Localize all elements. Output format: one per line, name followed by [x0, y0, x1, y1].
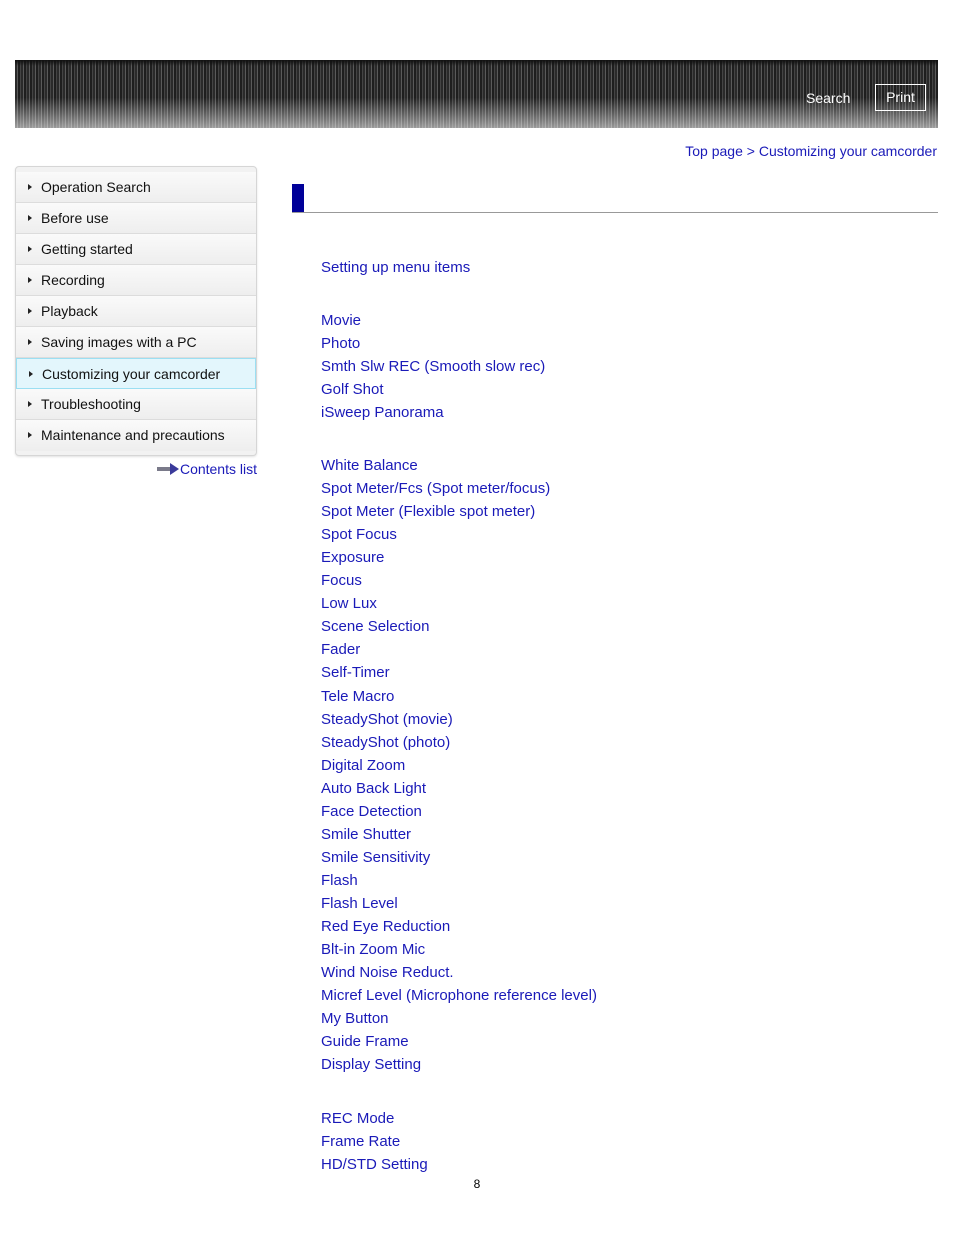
content-link[interactable]: Frame Rate [321, 1133, 401, 1151]
content-link[interactable]: Digital Zoom [321, 756, 406, 774]
breadcrumb-current[interactable]: Customizing your camcorder [758, 143, 937, 159]
content-link[interactable]: Flash Level [321, 894, 398, 912]
content-link[interactable]: Low Lux [321, 595, 377, 613]
content-link[interactable]: Photo [321, 335, 361, 353]
breadcrumb-top-page[interactable]: Top page [685, 143, 743, 159]
triangle-right-icon [28, 308, 32, 314]
content-link[interactable]: Fader [321, 641, 361, 659]
triangle-right-icon [28, 277, 32, 283]
sidebar-item[interactable] [16, 296, 256, 327]
arrow-right-icon [157, 463, 179, 475]
content-link[interactable]: Guide Frame [321, 1033, 409, 1051]
sidebar-item-label: Operation Search [41, 179, 151, 195]
section-title-rule [292, 212, 938, 213]
sidebar-item[interactable] [16, 420, 256, 451]
sidebar-item-label: Playback [41, 303, 98, 319]
triangle-right-icon [28, 215, 32, 221]
search-button[interactable]: Search [806, 90, 851, 106]
sidebar-item[interactable] [16, 203, 256, 234]
sidebar-item-label: Recording [41, 272, 105, 288]
print-button[interactable]: Print [875, 84, 926, 111]
triangle-right-icon [29, 371, 33, 377]
content-link[interactable]: Micref Level (Microphone reference level) [321, 987, 597, 1005]
triangle-right-icon [28, 432, 32, 438]
triangle-right-icon [28, 401, 32, 407]
content-link[interactable]: Exposure [321, 549, 385, 567]
content-link[interactable]: Setting up menu items [321, 259, 471, 276]
content-link[interactable]: White Balance [321, 457, 418, 474]
content-link[interactable]: Smile Sensitivity [321, 848, 431, 866]
content-link[interactable]: Flash [321, 871, 358, 889]
contents-list-link[interactable] [157, 461, 257, 477]
content-link[interactable]: Wind Noise Reduct. [321, 964, 454, 982]
content-link[interactable]: Blt-in Zoom Mic [321, 941, 426, 959]
sidebar-nav [15, 166, 257, 456]
content-link[interactable]: Spot Focus [321, 526, 397, 544]
content-link[interactable]: Red Eye Reduction [321, 918, 451, 935]
triangle-right-icon [28, 246, 32, 252]
sidebar-item[interactable] [16, 389, 256, 420]
content-link[interactable]: SteadyShot (movie) [321, 710, 453, 728]
page-number: 8 [473, 1177, 481, 1191]
content-link[interactable]: My Button [321, 1010, 389, 1028]
breadcrumb-separator: > [742, 143, 759, 159]
breadcrumb [685, 143, 937, 159]
content-link[interactable]: Focus [321, 572, 362, 590]
content-link[interactable]: Display Setting [321, 1056, 422, 1074]
contents-list-label: Contents list [179, 461, 257, 477]
header-bar [15, 60, 938, 128]
triangle-right-icon [28, 339, 32, 345]
content-link[interactable]: Spot Meter/Fcs (Spot meter/focus) [321, 480, 551, 498]
section-title-mark [292, 184, 304, 212]
content-link[interactable]: Scene Selection [321, 618, 430, 636]
content-link[interactable]: REC Mode [321, 1110, 395, 1127]
sidebar-item-label: Before use [41, 210, 109, 226]
sidebar-item[interactable] [16, 172, 256, 203]
sidebar-item[interactable] [16, 358, 256, 389]
content-link[interactable]: SteadyShot (photo) [321, 733, 451, 751]
sidebar-item-label: Saving images with a PC [41, 334, 197, 350]
sidebar-item[interactable] [16, 327, 256, 358]
sidebar-item-label: Getting started [41, 241, 133, 257]
content-link[interactable]: Golf Shot [321, 381, 384, 399]
sidebar-item[interactable] [16, 265, 256, 296]
content-link[interactable]: Spot Meter (Flexible spot meter) [321, 503, 536, 521]
content-link[interactable]: Face Detection [321, 802, 422, 820]
content-link[interactable]: HD/STD Setting [321, 1156, 428, 1174]
content-link[interactable]: Movie [321, 312, 362, 329]
content-link[interactable]: Self-Timer [321, 664, 390, 682]
content-link[interactable]: iSweep Panorama [321, 404, 444, 422]
content-link[interactable]: Auto Back Light [321, 779, 427, 797]
sidebar-item-label: Maintenance and precautions [41, 427, 225, 443]
triangle-right-icon [28, 184, 32, 190]
content-link[interactable]: Smile Shutter [321, 825, 412, 843]
content-link[interactable]: Smth Slw REC (Smooth slow rec) [321, 358, 546, 376]
sidebar-item-label: Troubleshooting [41, 396, 141, 412]
sidebar-item[interactable] [16, 234, 256, 265]
sidebar-item-label: Customizing your camcorder [42, 366, 221, 382]
content-link[interactable]: Tele Macro [321, 687, 395, 705]
